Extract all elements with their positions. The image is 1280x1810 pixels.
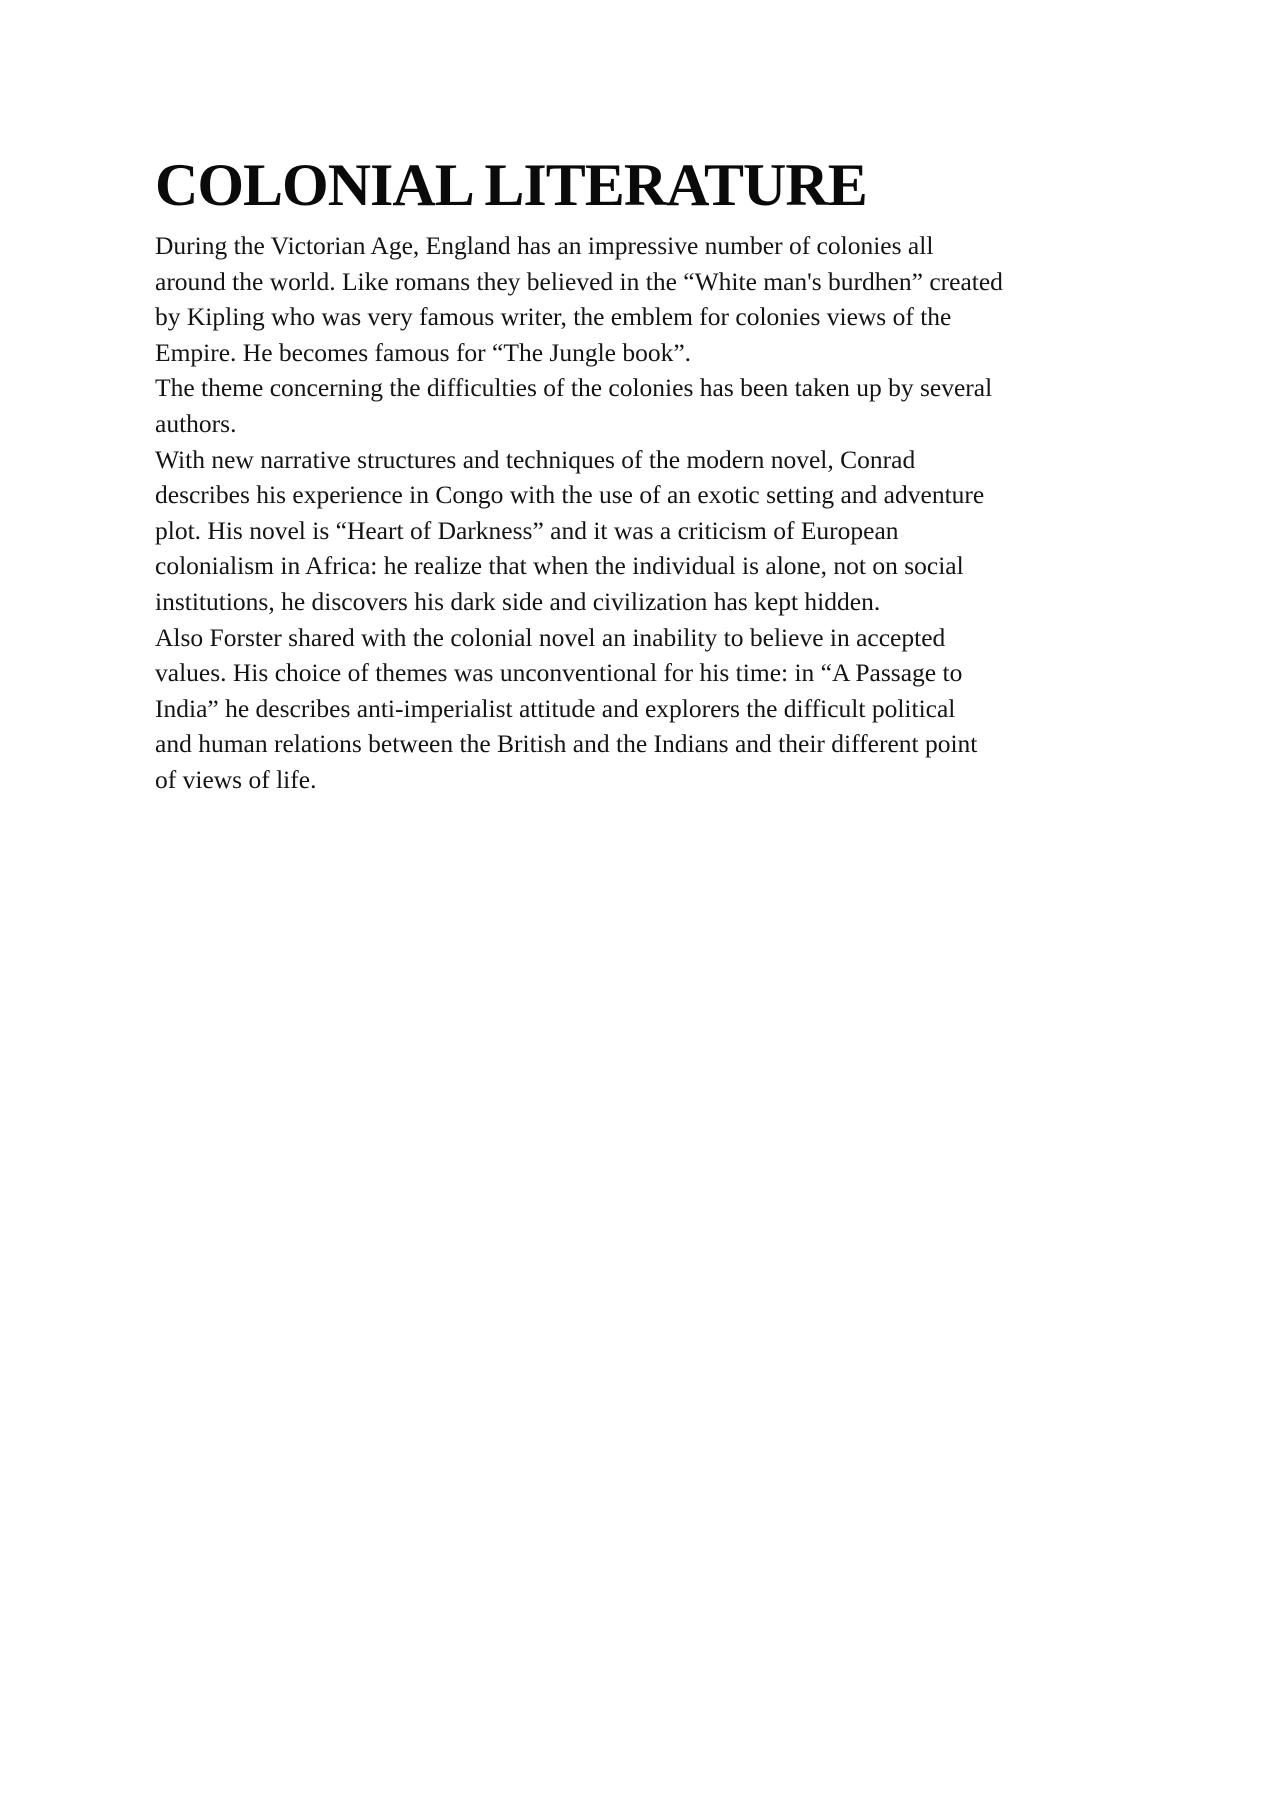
- text-line: of views of life.: [155, 764, 317, 794]
- document-page: [155, 150, 1145, 798]
- text-line: around the world. Like romans they believed in the “White man's burdhen” created: [155, 266, 1003, 296]
- body-paragraph: [155, 228, 1145, 798]
- page-title: COLONIAL LITERATURE: [155, 152, 867, 218]
- text-line: Empire. He becomes famous for “The Jungle book”.: [155, 337, 692, 367]
- text-line: The theme concerning the difficulties of the colonies has been taken up by several: [155, 373, 993, 403]
- text-line: India” he describes anti-imperialist attitude and explorers the difficult political: [155, 693, 956, 723]
- text-line: and human relations between the British and the Indians and their different point: [155, 729, 978, 759]
- text-line: Also Forster shared with the colonial novel an inability to believe in accepted: [155, 622, 946, 652]
- text-line: colonialism in Africa: he realize that when the individual is alone, not on social: [155, 551, 964, 581]
- text-line: institutions, he discovers his dark side and civilization has kept hidden.: [155, 586, 881, 616]
- text-line: plot. His novel is “Heart of Darkness” and it was a criticism of European: [155, 515, 899, 545]
- text-line: values. His choice of themes was unconventional for his time: in “A Passage to: [155, 658, 963, 688]
- text-line: With new narrative structures and techniques of the modern novel, Conrad: [155, 444, 916, 474]
- text-line: by Kipling who was very famous writer, the emblem for colonies views of the: [155, 302, 952, 332]
- text-line: During the Victorian Age, England has an impressive number of colonies all: [155, 231, 934, 260]
- text-line: describes his experience in Congo with the use of an exotic setting and adventure: [155, 480, 985, 510]
- text-line: authors.: [155, 408, 237, 438]
